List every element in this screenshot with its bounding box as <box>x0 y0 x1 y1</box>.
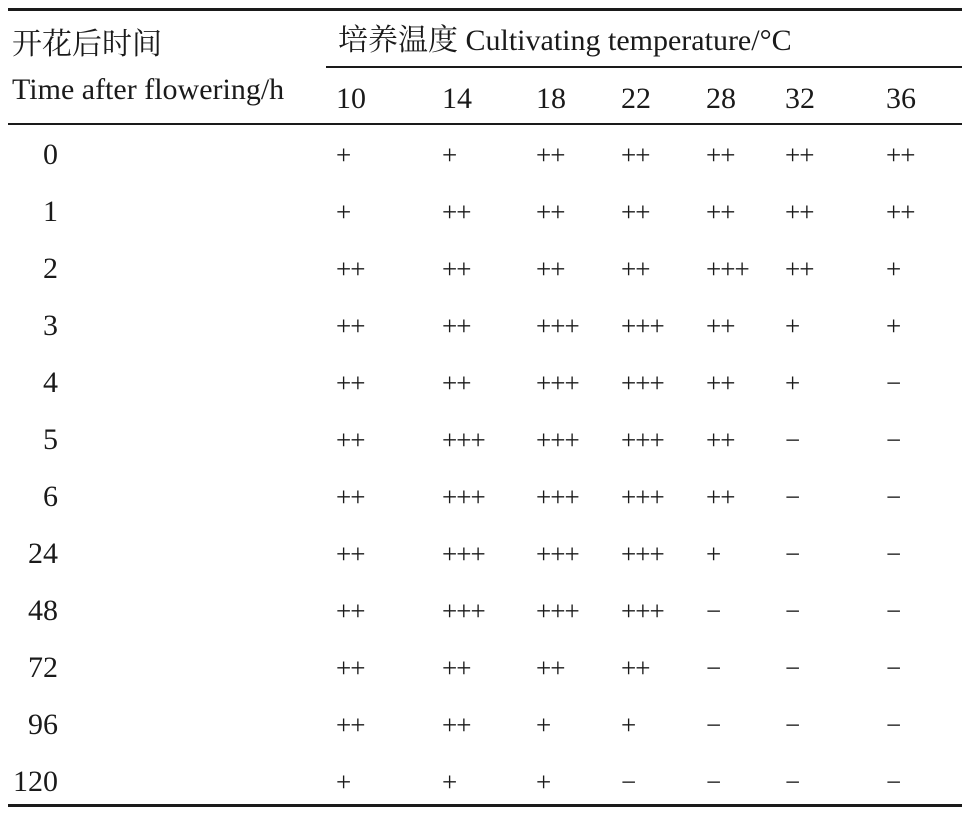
row-header-english: Time after flowering/h <box>12 73 285 106</box>
table-cell-mark: ++ <box>336 653 365 683</box>
table-cell-mark: ++ <box>442 311 471 341</box>
table-cell-mark: +++ <box>621 539 664 569</box>
row-time-cell: 5 <box>43 423 58 456</box>
table-cell-mark: ++ <box>621 140 650 170</box>
table-cell-mark: − <box>785 596 800 626</box>
table-cell-mark: ++ <box>336 596 365 626</box>
table-cell-mark: ++ <box>785 140 814 170</box>
table-cell-mark: +++ <box>536 596 579 626</box>
table-cell-mark: ++ <box>785 254 814 284</box>
table-cell-mark: ++ <box>442 710 471 740</box>
table-cell-mark: ++ <box>536 254 565 284</box>
table-cell-mark: + <box>536 710 551 740</box>
row-time-cell: 48 <box>28 594 58 627</box>
table-cell-mark: ++ <box>621 197 650 227</box>
column-header-temp: 28 <box>706 82 736 115</box>
table-cell-mark: ++ <box>706 311 735 341</box>
row-time-cell: 4 <box>43 366 58 399</box>
row-time-cell: 2 <box>43 252 58 285</box>
table-cell-mark: − <box>706 767 721 797</box>
table-cell-mark: − <box>621 767 636 797</box>
row-time-cell: 6 <box>43 480 58 513</box>
table-cell-mark: − <box>785 767 800 797</box>
row-time-cell: 0 <box>43 138 58 171</box>
table-cell-mark: ++ <box>336 482 365 512</box>
table-cell-mark: − <box>886 368 901 398</box>
table-cell-mark: − <box>886 710 901 740</box>
column-header-temp: 32 <box>785 82 815 115</box>
table-cell-mark: − <box>886 482 901 512</box>
table-cell-mark: +++ <box>536 368 579 398</box>
table-cell-mark: + <box>886 254 901 284</box>
row-time-cell: 96 <box>28 708 58 741</box>
header-rule <box>8 123 962 125</box>
table-cell-mark: − <box>785 425 800 455</box>
table-cell-mark: + <box>536 767 551 797</box>
table-cell-mark: − <box>886 596 901 626</box>
table-cell-mark: +++ <box>706 254 749 284</box>
table-cell-mark: − <box>785 482 800 512</box>
column-header-temp: 18 <box>536 82 566 115</box>
table-cell-mark: ++ <box>336 425 365 455</box>
column-header-temp: 14 <box>442 82 472 115</box>
table-cell-mark: ++ <box>442 197 471 227</box>
table-cell-mark: ++ <box>336 539 365 569</box>
table-cell-mark: ++ <box>886 197 915 227</box>
row-time-cell: 72 <box>28 651 58 684</box>
table-cell-mark: ++ <box>886 140 915 170</box>
table-cell-mark: ++ <box>442 254 471 284</box>
group-header-underline <box>326 66 962 68</box>
table-cell-mark: +++ <box>536 482 579 512</box>
table-cell-mark: − <box>706 653 721 683</box>
table-cell-mark: ++ <box>336 710 365 740</box>
table-cell-mark: − <box>706 596 721 626</box>
row-time-cell: 3 <box>43 309 58 342</box>
table-cell-mark: ++ <box>706 140 735 170</box>
table-cell-mark: +++ <box>621 596 664 626</box>
table-cell-mark: ++ <box>706 197 735 227</box>
row-time-cell: 120 <box>13 765 58 798</box>
table-cell-mark: + <box>336 140 351 170</box>
table-cell-mark: − <box>886 767 901 797</box>
table-cell-mark: ++ <box>621 254 650 284</box>
bottom-rule <box>8 804 962 807</box>
table-cell-mark: ++ <box>536 140 565 170</box>
table-cell-mark: ++ <box>336 368 365 398</box>
column-header-temp: 10 <box>336 82 366 115</box>
table-cell-mark: − <box>785 710 800 740</box>
table-cell-mark: + <box>785 368 800 398</box>
table-cell-mark: + <box>336 197 351 227</box>
table-cell-mark: + <box>442 767 457 797</box>
table-cell-mark: +++ <box>621 425 664 455</box>
table-cell-mark: ++ <box>706 482 735 512</box>
row-time-cell: 24 <box>28 537 58 570</box>
table-cell-mark: ++ <box>442 368 471 398</box>
temperature-group-header: 培养温度 Cultivating temperature/°C <box>338 24 792 57</box>
table-cell-mark: + <box>442 140 457 170</box>
table-cell-mark: +++ <box>442 482 485 512</box>
table-cell-mark: − <box>886 653 901 683</box>
table-cell-mark: +++ <box>621 311 664 341</box>
table-cell-mark: ++ <box>621 653 650 683</box>
table-cell-mark: +++ <box>621 368 664 398</box>
table-cell-mark: ++ <box>706 425 735 455</box>
table-cell-mark: +++ <box>442 425 485 455</box>
table-cell-mark: − <box>886 425 901 455</box>
table-cell-mark: − <box>886 539 901 569</box>
table-cell-mark: ++ <box>785 197 814 227</box>
row-time-cell: 1 <box>43 195 58 228</box>
table-cell-mark: − <box>785 539 800 569</box>
table-cell-mark: − <box>706 710 721 740</box>
table-cell-mark: + <box>621 710 636 740</box>
table-cell-mark: +++ <box>442 539 485 569</box>
table-cell-mark: ++ <box>536 197 565 227</box>
table-cell-mark: ++ <box>536 653 565 683</box>
table-cell-mark: ++ <box>336 254 365 284</box>
table-cell-mark: − <box>785 653 800 683</box>
table-cell-mark: +++ <box>536 425 579 455</box>
table-cell-mark: + <box>886 311 901 341</box>
table-cell-mark: + <box>336 767 351 797</box>
top-rule <box>8 8 962 11</box>
table-cell-mark: +++ <box>621 482 664 512</box>
table-cell-mark: + <box>706 539 721 569</box>
table-cell-mark: ++ <box>442 653 471 683</box>
table-cell-mark: +++ <box>536 539 579 569</box>
column-header-temp: 36 <box>886 82 916 115</box>
table-cell-mark: + <box>785 311 800 341</box>
table-cell-mark: ++ <box>336 311 365 341</box>
table-cell-mark: ++ <box>706 368 735 398</box>
row-header-chinese: 开花后时间 <box>12 28 162 61</box>
column-header-temp: 22 <box>621 82 651 115</box>
table-cell-mark: +++ <box>442 596 485 626</box>
table-cell-mark: +++ <box>536 311 579 341</box>
